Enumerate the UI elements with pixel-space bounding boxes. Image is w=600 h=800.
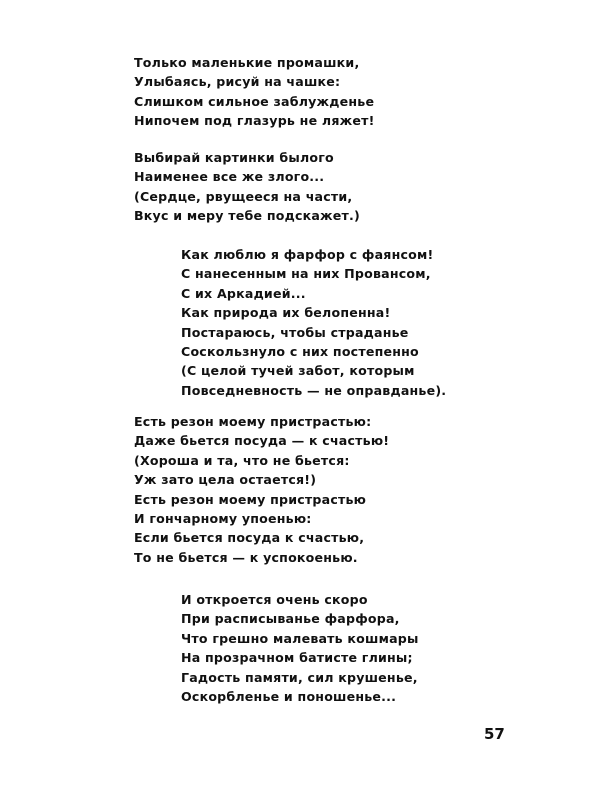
poem-line: Если бьется посуда к счастью,: [134, 530, 365, 546]
poem-line: Слишком сильное заблужденье: [134, 93, 375, 109]
stanza-1: [134, 53, 375, 131]
poem-line: И откроется очень скоро: [181, 592, 368, 607]
stanza-4: [134, 412, 389, 567]
poem-line: Что грешно малевать кошмары: [181, 630, 419, 646]
poem-line: С нанесенным на них Провансом,: [181, 266, 431, 282]
poem-line: Как природа их белопенна!: [181, 305, 391, 321]
poem-line: (Хороша и та, что не бьется:: [134, 452, 350, 468]
poem-line: Только маленькие промашки,: [134, 55, 360, 70]
poem-line: На прозрачном батисте глины;: [181, 650, 413, 666]
poem-line: Наименее все же злого...: [134, 169, 325, 185]
poem-line: (Сердце, рвущееся на части,: [134, 188, 353, 204]
poem-line: Нипочем под глазурь не ляжет!: [134, 113, 375, 129]
poem-line: С их Аркадией...: [181, 285, 306, 301]
poem-line: Уж зато цела остается!): [134, 472, 317, 488]
poem-line: Есть резон моему пристрастью:: [134, 414, 372, 429]
poem-line: Вкус и меру тебе подскажет.): [134, 208, 360, 224]
poem-line: Соскользнуло с них постепенно: [181, 344, 419, 360]
poem-line: Гадость памяти, сил крушенье,: [181, 669, 418, 685]
poem-line: Оскорбленье и поношенье...: [181, 689, 397, 705]
poem-line: То не бьется — к успокоенью.: [134, 549, 358, 565]
poem-line: Выбирай картинки былого: [134, 150, 334, 165]
poem-line: И гончарному упоенью:: [134, 511, 312, 527]
stanza-5: [181, 590, 419, 706]
poem-line: Есть резон моему пристрастью: [134, 491, 367, 507]
poem-line: Постараюсь, чтобы страданье: [181, 324, 409, 340]
poem-line: Как люблю я фарфор с фаянсом!: [181, 247, 434, 262]
stanza-2: [134, 148, 360, 226]
stanza-3: [181, 245, 446, 400]
page-number: 57: [484, 725, 505, 743]
poem-line: Улыбаясь, рисуй на чашке:: [134, 74, 341, 90]
poem-line: При расписыванье фарфора,: [181, 611, 400, 627]
poem-line: Даже бьется посуда — к счастью!: [134, 433, 390, 449]
poem-line: (С целой тучей забот, которым: [181, 363, 415, 379]
poem-line: Повседневность — не оправданье).: [181, 382, 447, 398]
